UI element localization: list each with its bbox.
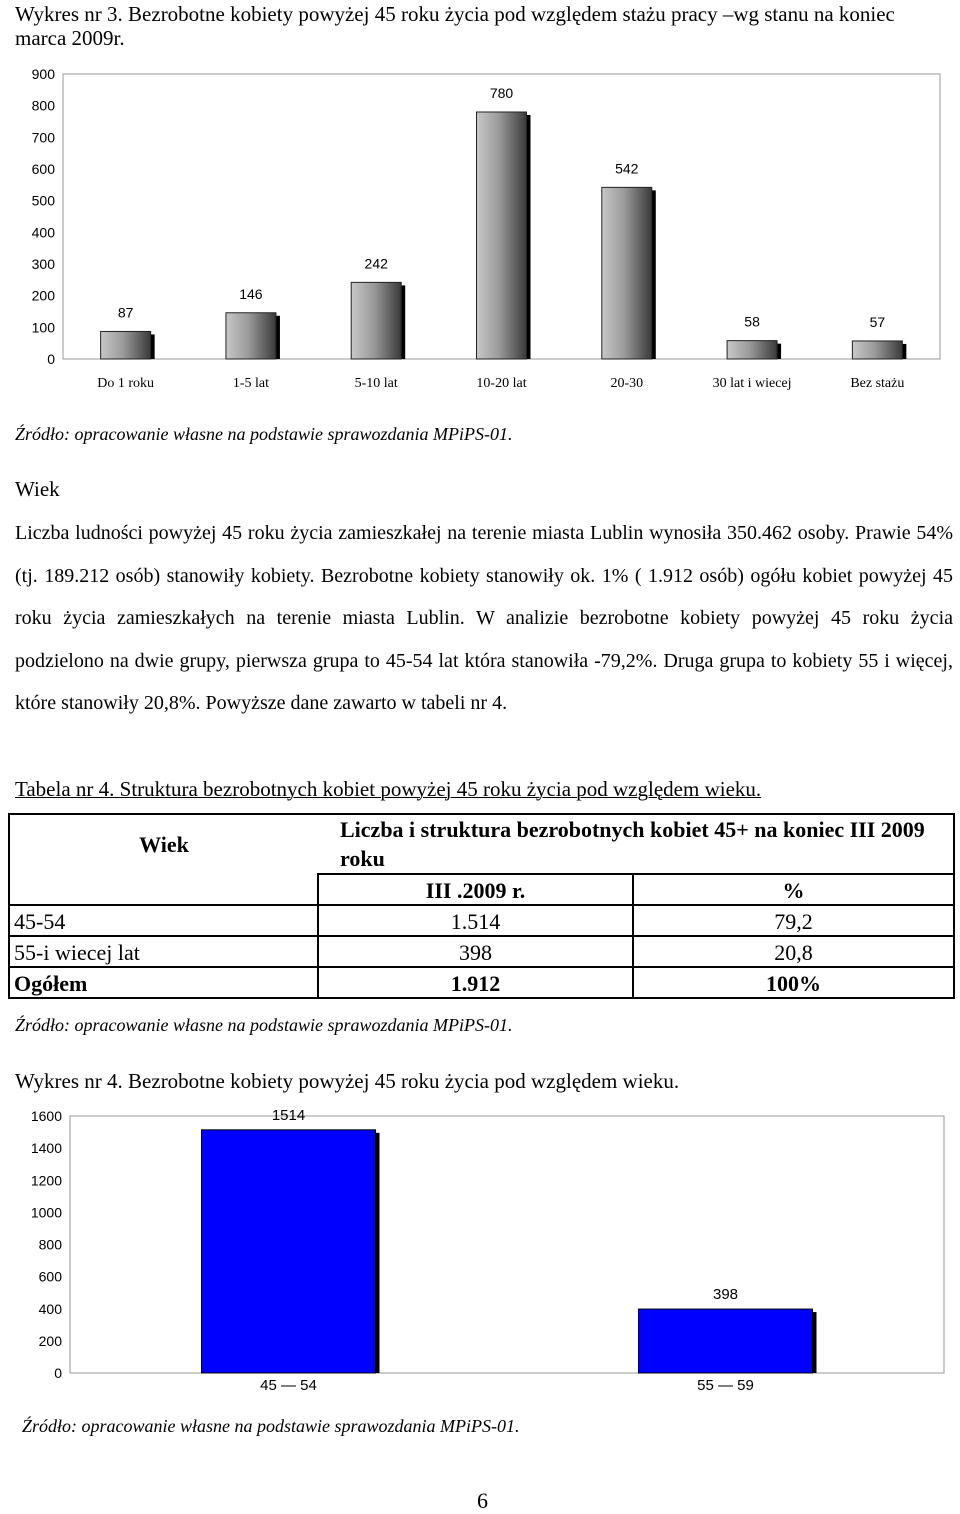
table4-subheader-pct: % [633, 874, 954, 905]
chart2-y-tick-label: 1400 [30, 1140, 62, 1157]
page-number: 6 [477, 1488, 488, 1513]
chart1-data-label: 58 [744, 313, 760, 330]
chart1-data-label: 242 [364, 255, 388, 272]
chart2-y-tick-label: 800 [38, 1236, 62, 1253]
chart2-y-tick-label: 1600 [30, 1108, 62, 1124]
chart2-y-tick-label: 200 [38, 1332, 62, 1349]
chart1-bar [101, 331, 151, 359]
chart1-x-tick-label: Bez stażu [850, 376, 905, 391]
table4-row-count: 1.912 [318, 967, 633, 998]
table4-source: Źródło: opracowanie własne na podstawie sprawozdania MPiPS-01. [15, 1015, 513, 1035]
section-heading: Wiek [15, 477, 60, 501]
chart1-bar [351, 282, 401, 359]
chart2-bar-chart [0, 1100, 960, 1410]
chart1-bar [602, 187, 652, 359]
table4 [8, 813, 955, 999]
table4-header-main: Liczba i struktura bezrobotnych kobiet 45+ na koniec III 2009 roku [318, 814, 954, 873]
table4-subheader-count: III .2009 r. [318, 874, 633, 905]
table4-header-wiek: Wiek [9, 814, 318, 874]
table4-row-label: 45-54 [9, 905, 318, 936]
chart1-data-label: 146 [239, 285, 263, 302]
chart1-y-tick-label: 900 [31, 66, 55, 82]
table-row [9, 905, 954, 936]
chart1-data-label: 542 [615, 160, 639, 177]
chart1-y-tick-label: 800 [31, 97, 55, 114]
chart2-y-tick-label: 400 [38, 1300, 62, 1317]
chart2-x-tick-label: 45 — 54 [260, 1377, 317, 1394]
chart1-bar-chart [0, 60, 960, 400]
chart2-bar [202, 1130, 376, 1373]
chart1-y-tick-label: 200 [31, 287, 55, 304]
table4-row-count: 398 [318, 936, 633, 967]
chart1-bar [226, 313, 276, 359]
chart1-x-tick-label: 30 lat i wiecej [712, 376, 792, 391]
chart1-y-tick-label: 100 [31, 319, 55, 336]
chart1-y-tick-label: 700 [31, 129, 55, 146]
chart1-x-tick-label: Do 1 roku [97, 376, 155, 391]
chart2-data-label: 1514 [271, 1106, 306, 1124]
chart2-bar [639, 1309, 813, 1373]
chart1-y-tick-label: 400 [31, 224, 55, 241]
chart2-y-tick-label: 1000 [30, 1204, 62, 1221]
chart1-y-tick-label: 500 [31, 192, 55, 209]
chart2-data-label: 398 [712, 1286, 739, 1304]
chart1-x-tick-label: 10-20 lat [476, 376, 527, 391]
chart1-bar [477, 112, 527, 359]
table4-caption: Tabela nr 4. Struktura bezrobotnych kobiet powyżej 45 roku życia pod względem wieku. [15, 777, 762, 801]
chart2-y-tick-label: 600 [38, 1268, 62, 1285]
chart1-source: Źródło: opracowanie własne na podstawie sprawozdania MPiPS-01. [15, 424, 513, 444]
chart1-x-tick-label: 5-10 lat [354, 376, 398, 391]
chart1-y-tick-label: 600 [31, 161, 55, 177]
chart1-y-tick-label: 0 [47, 351, 55, 367]
chart2-y-tick-label: 1200 [30, 1172, 62, 1189]
table4-row-pct: 100% [633, 967, 954, 998]
table4-row-pct: 79,2 [633, 905, 954, 936]
chart2-y-tick-label: 0 [54, 1365, 62, 1381]
chart1-y-tick-label: 300 [31, 256, 55, 272]
body-paragraph: Liczba ludności powyżej 45 roku życia zamieszkałej na terenie miasta Lublin wynosiła 350.462 osoby. Prawie 54% (tj. 189.212 osób) stanowiły kobiety. Bezrobotne kobiety stanowiły ok. 1% ( 1.912 osób) ogółu kobiet powyżej 45 roku życia zamieszkałych na terenie miasta Lublin. W analizie bezrobotne kobiety powyżej 45 roku życia podzielono na dwie grupy, pierwsza grupa to 45-54 lat która stanowiła -79,2%. Druga grupa to kobiety 55 i więcej, które stanowiły 20,8%. Powyższe dane zawarto w tabeli nr 4. [15, 522, 953, 714]
chart1-x-tick-label: 20-30 [610, 376, 644, 391]
chart1-data-label: 780 [489, 85, 514, 101]
chart1-data-label: 57 [869, 313, 886, 330]
table4-row-count: 1.514 [318, 905, 633, 936]
table-row [9, 936, 954, 967]
chart2-x-tick-label: 55 — 59 [697, 1377, 754, 1394]
chart2-caption: Wykres nr 4. Bezrobotne kobiety powyżej 45 roku życia pod względem wieku. [15, 1069, 680, 1093]
chart1-bar [727, 341, 777, 359]
table4-row-pct: 20,8 [633, 936, 954, 967]
chart1-x-tick-label: 1-5 lat [232, 376, 270, 391]
chart1-data-label: 87 [117, 304, 134, 321]
chart2-source: Źródło: opracowanie własne na podstawie sprawozdania MPiPS-01. [22, 1416, 520, 1436]
table4-row-label: 55-i wiecej lat [9, 936, 318, 967]
table-row [9, 967, 954, 998]
chart1-caption: Wykres nr 3. Bezrobotne kobiety powyżej 45 roku życia pod względem stażu pracy –wg stanu na koniec marca 2009r. [15, 2, 895, 50]
table4-row-label: Ogółem [9, 967, 318, 998]
chart1-bar [852, 341, 902, 359]
